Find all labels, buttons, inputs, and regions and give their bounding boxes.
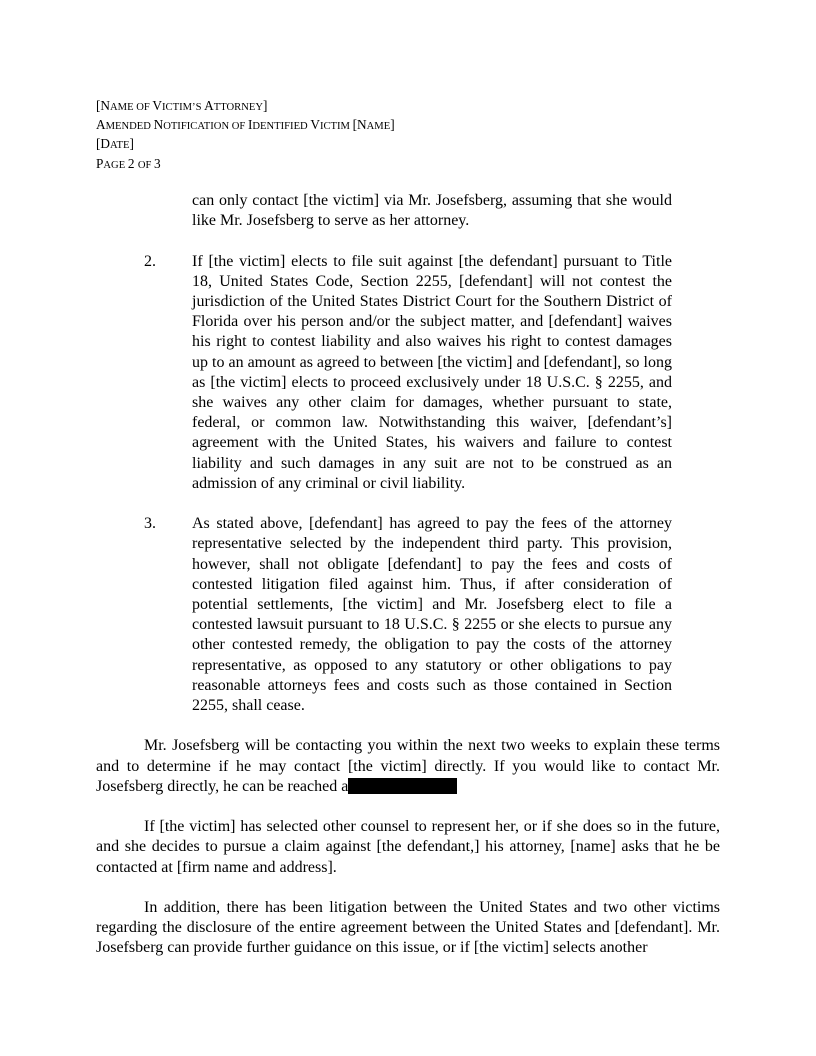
- header-page-number: PAGE 2 OF 3: [96, 155, 161, 171]
- contact-paragraph-text: Mr. Josefsberg will be contacting you within the next two weeks to explain these terms and to determine if he may contact [the victim] directly. If you would like to contact Mr. Josefsberg directly, he can be reached a: [96, 737, 720, 795]
- numbered-item: [96, 252, 720, 494]
- continued-item-text: can only contact [the victim] via Mr. Josefsberg, assuming that she would like Mr. Josefsberg to serve as her attorney.: [192, 192, 672, 230]
- other-counsel-paragraph: If [the victim] has selected other counsel to represent her, or if she does so in the future, and she decides to pursue a claim against [the defendant,] his attorney, [name] asks that he be contacted at [firm name and address].: [96, 818, 720, 876]
- redaction-block: [348, 778, 457, 794]
- contact-paragraph: [96, 736, 720, 797]
- header-attorney-name: [NAME OF VICTIM’S ATTORNEY]: [96, 98, 268, 113]
- header-date: [DATE]: [96, 136, 134, 152]
- litigation-paragraph: In addition, there has been litigation between the United States and two other victims regarding the disclosure of the entire agreement between the United States and [defendant]. Mr. Josefsberg can provide further guidance on this issue, or if [the victim] selects another: [96, 899, 720, 957]
- item-number: 2.: [144, 252, 156, 270]
- letter-header: [96, 97, 395, 174]
- item-number: 3.: [144, 515, 156, 533]
- item-text: As stated above, [defendant] has agreed to pay the fees of the attorney representative selected by the independent third party. This provision, however, shall not obligate [defendant] to pay the fees and costs of contested litigation filed against him. Thus, if after consideration of potential settlements, [the victim] and Mr. Josefsberg elect to file a contested lawsuit pursuant to 18 U.S.C. § 2255 or she elects to pursue any other contested remedy, the obligation to pay the costs of the attorney representative, as opposed to any statutory or other obligations to pay reasonable attorneys fees and costs such as those contained in Section 2255, shall cease.: [192, 515, 672, 715]
- letter-body: [96, 191, 720, 959]
- item-text: If [the victim] elects to file suit against [the defendant] pursuant to Title 18, United States Code, Section 2255, [defendant] will not contest the jurisdiction of the United States District Court for the Southern District of Florida over his person and/or the subject matter, and [defendant] waives his right to contest liability and also waives his right to contest damages up to an amount as agreed to between [the victim] and [defendant], so long as [the victim] elects to proceed exclusively under 18 U.S.C. § 2255, and she waives any other claim for damages, whether pursuant to state, federal, or common law. Notwithstanding this waiver, [defendant’s] agreement with the United States, his waivers and failure to contest liability and such damages in any suit are not to be construed as an admission of any criminal or civil liability.: [192, 252, 672, 492]
- header-subject: AMENDED NOTIFICATION OF IDENTIFIED VICTIM [NAME]: [96, 117, 395, 133]
- numbered-item: [96, 514, 720, 716]
